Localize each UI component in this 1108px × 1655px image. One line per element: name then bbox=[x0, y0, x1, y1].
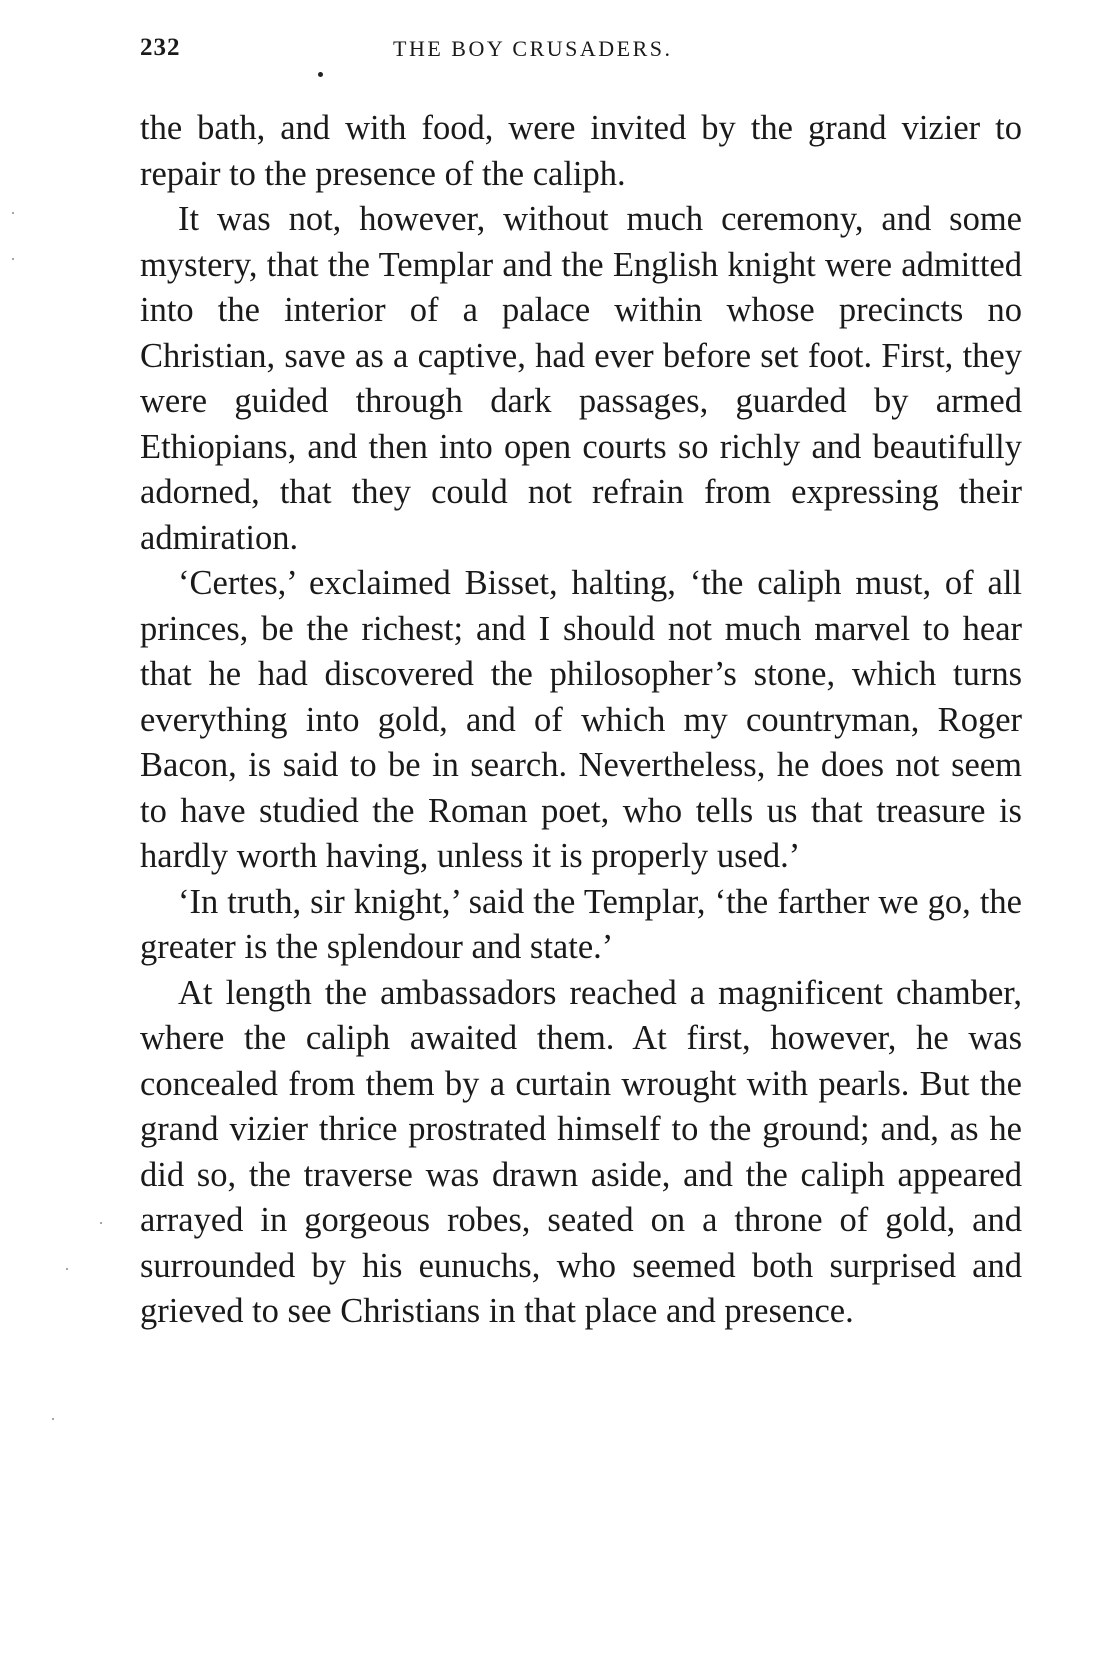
ink-speck bbox=[318, 72, 323, 77]
paragraph: ‘In truth, sir knight,’ said the Templar, ‘the farther we go, the greater is the splendour and state.’ bbox=[140, 882, 1022, 966]
body-text bbox=[140, 106, 1022, 1335]
page-number: 232 bbox=[140, 34, 181, 61]
margin-mark bbox=[12, 258, 14, 260]
paragraph: the bath, and with food, were invited by the grand vizier to repair to the presence of the caliph. bbox=[140, 109, 1022, 193]
margin-mark bbox=[66, 1268, 68, 1270]
paragraph: At length the ambassadors reached a magnificent chamber, where the caliph awaited them. At first, however, he was concealed from them by a curtain wrought with pearls. But the grand vizier thrice prostrated himself to the ground; and, as he did so, the traverse was drawn aside, and the caliph appeared arrayed in gorgeous robes, seated on a throne of gold, and surrounded by his eunuchs, who seemed both surprised and grieved to see Christians in that place and presence. bbox=[140, 973, 1022, 1330]
margin-mark bbox=[52, 1418, 54, 1420]
paragraph: ‘Certes,’ exclaimed Bisset, halting, ‘the caliph must, of all princes, be the richest; and I should not much marvel to hear that he had discovered the philosopher’s stone, which turns everything into gold, and of which my countryman, Roger Bacon, is said to be in search. Nevertheless, he does not seem to have studied the Roman poet, who tells us that treasure is hardly worth having, unless it is properly used.’ bbox=[140, 564, 1022, 875]
margin-mark bbox=[100, 1222, 102, 1224]
margin-mark bbox=[12, 212, 14, 214]
book-title: THE BOY CRUSADERS. bbox=[393, 36, 673, 61]
paragraph: It was not, however, without much ceremony, and some mystery, that the Templar and the English knight were admitted into the interior of a palace within whose precincts no Christian, save as a captive, had ever before set foot. First, they were guided through dark passages, guarded by armed Ethiopians, and then into open courts so richly and beautifully adorned, that they could not refrain from expressing their admiration. bbox=[140, 200, 1022, 557]
running-head bbox=[140, 34, 1020, 74]
